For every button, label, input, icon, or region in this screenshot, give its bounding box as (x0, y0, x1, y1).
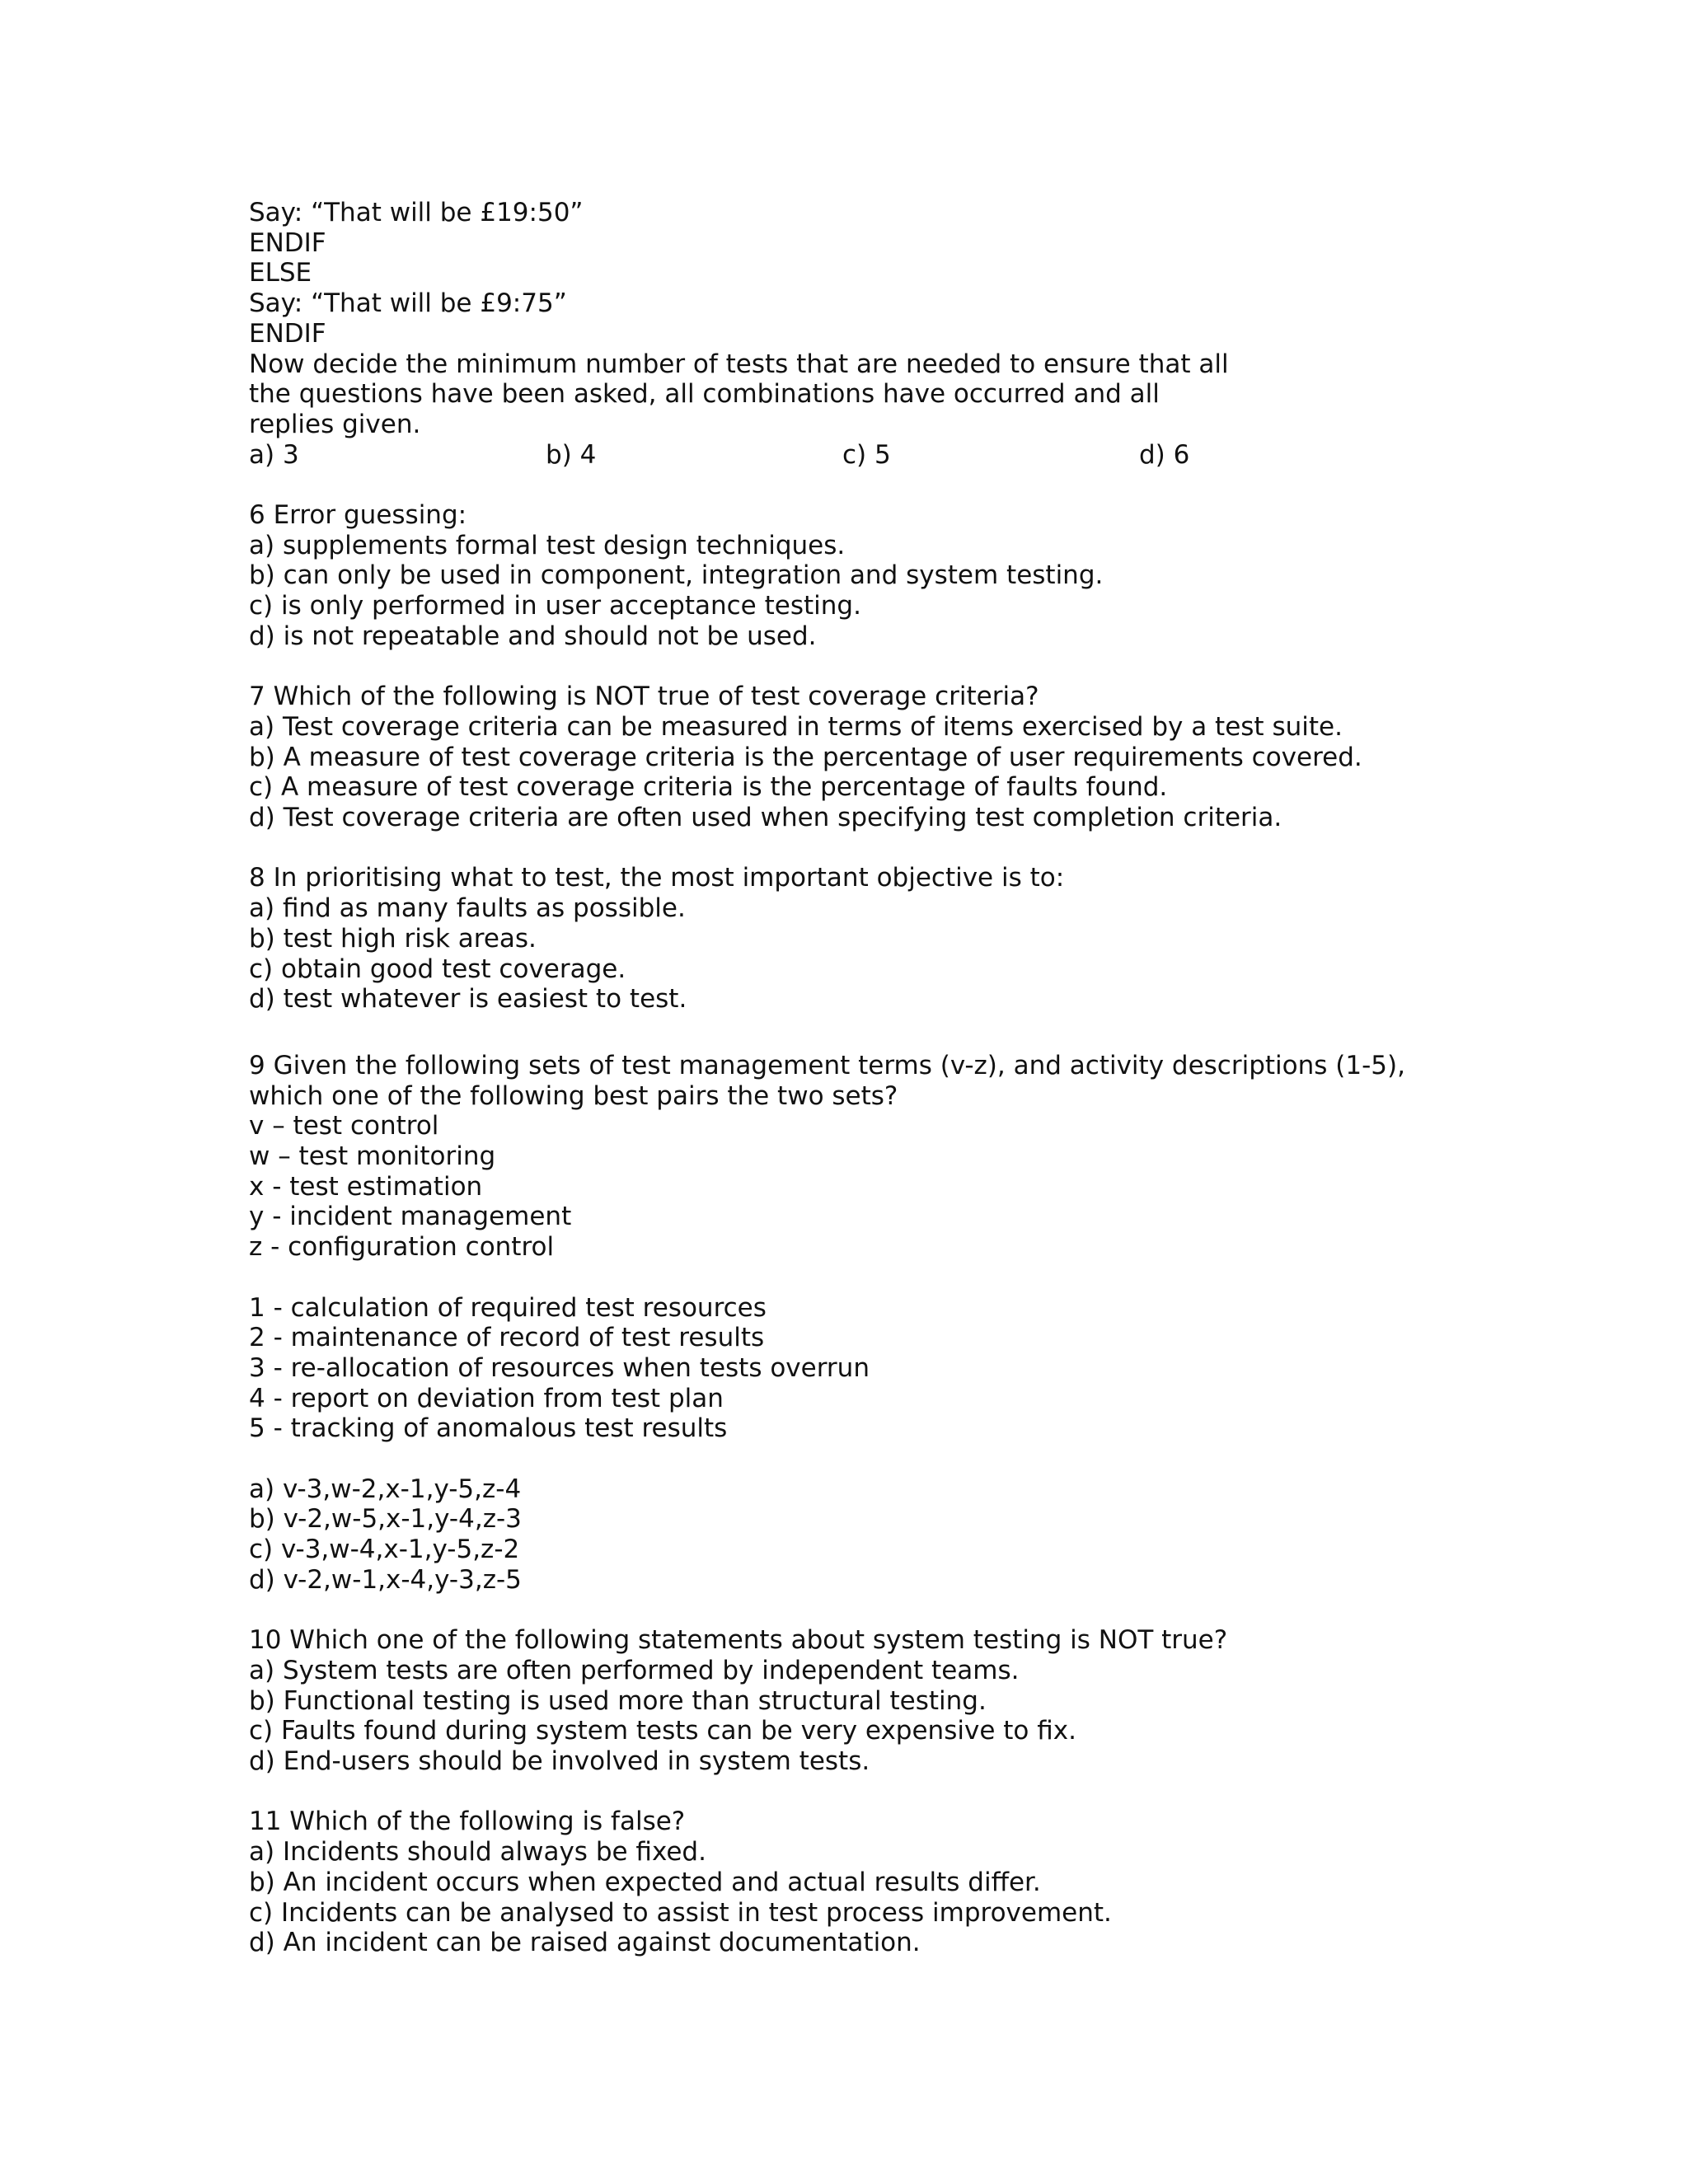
question-text: which one of the following best pairs the two sets? (249, 1080, 898, 1111)
question-text: 8 In prioritising what to test, the most important objective is to: (249, 863, 1065, 893)
question-6 (249, 500, 1650, 652)
question-10 (249, 1625, 1650, 1777)
question-text: 6 Error guessing: (249, 500, 467, 530)
code-line: Say: “That will be £9:75” (249, 288, 567, 319)
answer-option: a) 3 (249, 439, 299, 470)
answer-option: d) v-2,w-1,x-4,y-3,z-5 (249, 1564, 522, 1595)
answer-option: b) can only be used in component, integration and system testing. (249, 560, 1104, 591)
answer-option: c) Faults found during system tests can be very expensive to fix. (249, 1716, 1076, 1746)
term-item: z - configuration control (249, 1232, 555, 1263)
description-item: 5 - tracking of anomalous test results (249, 1413, 728, 1444)
code-line: ENDIF (249, 227, 326, 258)
answer-option: c) Incidents can be analysed to assist in test process improvement. (249, 1897, 1112, 1928)
answer-option: a) find as many faults as possible. (249, 893, 686, 924)
description-item: 1 - calculation of required test resources (249, 1292, 767, 1323)
answer-option: d) An incident can be raised against documentation. (249, 1928, 921, 1958)
question-11 (249, 1807, 1650, 1958)
answer-option: b) test high risk areas. (249, 923, 537, 954)
question-text: Now decide the minimum number of tests that are needed to ensure that all (249, 349, 1229, 379)
description-item: 2 - maintenance of record of test results (249, 1323, 765, 1353)
code-line: ELSE (249, 258, 312, 288)
answer-option: d) Test coverage criteria are often used when specifying test completion criteria. (249, 803, 1282, 833)
answer-option: a) supplements formal test design techniques. (249, 530, 846, 560)
description-item: 3 - re-allocation of resources when tests overrun (249, 1352, 870, 1383)
document-page (249, 198, 1650, 1958)
code-line: Say: “That will be £19:50” (249, 198, 584, 227)
question-5-tail (249, 349, 1650, 471)
answer-option: b) v-2,w-5,x-1,y-4,z-3 (249, 1504, 522, 1535)
answer-option: a) Incidents should always be fixed. (249, 1837, 706, 1868)
question-text: 9 Given the following sets of test management terms (v-z), and activity descriptions (1-5), (249, 1050, 1405, 1080)
answer-option: c) obtain good test coverage. (249, 954, 626, 984)
answer-option: b) 4 (546, 439, 597, 470)
answer-option: c) 5 (842, 439, 891, 470)
term-item: y - incident management (249, 1202, 572, 1232)
question-9 (249, 1051, 1650, 1596)
question-text: replies given. (249, 409, 421, 439)
pseudocode-block (249, 198, 1650, 349)
question-text: 7 Which of the following is NOT true of test coverage criteria? (249, 682, 1039, 712)
question-text: the questions have been asked, all combinations have occurred and all (249, 379, 1160, 410)
answer-option: a) v-3,w-2,x-1,y-5,z-4 (249, 1474, 522, 1504)
question-text: 11 Which of the following is false? (249, 1807, 686, 1837)
answer-option: b) An incident occurs when expected and actual results differ. (249, 1867, 1041, 1897)
description-item: 4 - report on deviation from test plan (249, 1383, 724, 1413)
term-item: x - test estimation (249, 1171, 483, 1202)
question-8 (249, 863, 1650, 1015)
code-line: ENDIF (249, 318, 326, 349)
answer-option: a) Test coverage criteria can be measured in terms of items exercised by a test suite. (249, 711, 1343, 742)
term-item: v – test control (249, 1111, 439, 1141)
answer-option: c) v-3,w-4,x-1,y-5,z-2 (249, 1535, 520, 1565)
question-text: 10 Which one of the following statements about system testing is NOT true? (249, 1625, 1228, 1656)
answer-option: d) is not repeatable and should not be used. (249, 621, 817, 651)
answer-option: c) A measure of test coverage criteria is the percentage of faults found. (249, 772, 1168, 803)
question-7 (249, 682, 1650, 833)
answer-option: d) 6 (1139, 439, 1190, 470)
answer-option: b) Functional testing is used more than structural testing. (249, 1685, 987, 1716)
answer-option: c) is only performed in user acceptance testing. (249, 591, 861, 621)
answer-option: a) System tests are often performed by independent teams. (249, 1655, 1020, 1685)
term-item: w – test monitoring (249, 1141, 496, 1172)
answer-option: d) End-users should be involved in system tests. (249, 1746, 870, 1777)
answer-option: b) A measure of test coverage criteria is the percentage of user requirements covered. (249, 742, 1362, 772)
answer-options-row (249, 440, 1650, 471)
answer-option: d) test whatever is easiest to test. (249, 984, 687, 1015)
